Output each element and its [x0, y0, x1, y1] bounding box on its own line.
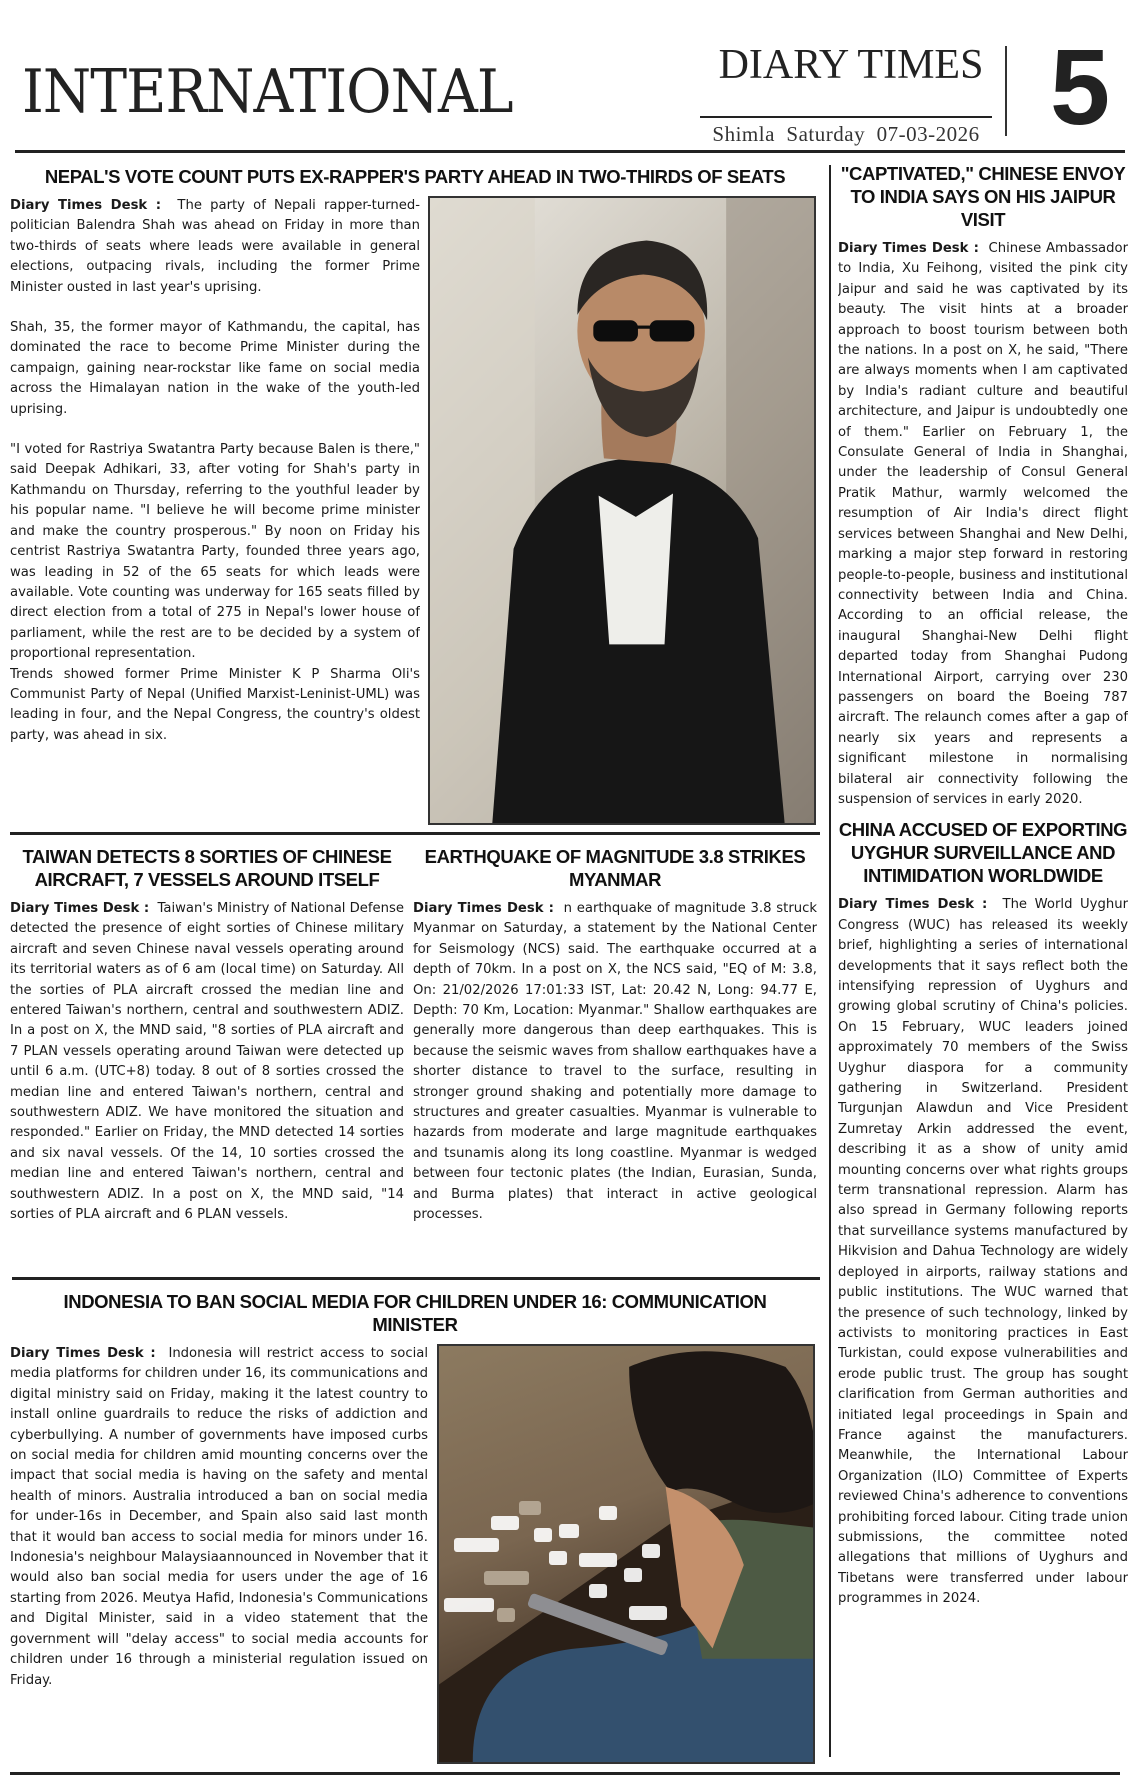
paragraph: The party of Nepali rapper-turned-politician Balendra Shah was ahead on Friday in more than two-thirds of seats where leads were available in general elections, outpacing rivals, including the former Prime Minister ousted in last year's uprising. — [10, 198, 420, 295]
article-indonesia-body — [10, 1344, 428, 1764]
dateline-date: 07-03-2026 — [876, 122, 980, 146]
right-column — [838, 162, 1128, 1758]
headline-taiwan: TAIWAN DETECTS 8 SORTIES OF CHINESE AIRCRAFT, 7 VESSELS AROUND ITSELF — [22, 846, 392, 890]
chat-bubble — [484, 1571, 529, 1585]
chat-bubble — [629, 1606, 667, 1620]
dateline-day: Saturday — [786, 122, 866, 146]
article-nepal-body — [10, 196, 420, 825]
byline: Diary Times Desk : — [838, 241, 979, 256]
byline: Diary Times Desk : — [10, 1346, 156, 1361]
section-title: INTERNATIONAL — [22, 57, 513, 127]
paragraph: "I voted for Rastriya Swatantra Party because Balen is there," said Deepak Adhikari, 33, after voting for Shah's party in Kathmandu on Thursday, referring to the youthful leader by his popular name. "I believe he will become prime minister and make the country prosperous." By noon on Friday his centrist Rastriya Swatantra Party, founded three years ago, was leading in 52 of the 65 seats for which leads were available. Vote counting was underway for 165 seats filled by direct election from a total of 275 in Nepal's lower house of parliament, while the rest are to be decided by a system of proportional representation. — [10, 442, 420, 662]
child-phone-image — [439, 1346, 813, 1762]
byline: Diary Times Desk : — [10, 198, 162, 213]
dateline — [700, 122, 992, 147]
article-nepal-content — [10, 196, 820, 825]
article-uyghur-body — [838, 895, 1128, 1758]
chat-bubble — [642, 1544, 660, 1558]
headline-indonesia: INDONESIA TO BAN SOCIAL MEDIA FOR CHILDREN UNDER 16: COMMUNICATION MINISTER — [63, 1291, 767, 1335]
article-indonesia — [10, 1290, 820, 1764]
headline-uyghur: CHINA ACCUSED OF EXPORTING UYGHUR SURVEILLANCE AND INTIMIDATION WORLDWIDE — [838, 819, 1128, 887]
byline: Diary Times Desk : — [10, 901, 150, 916]
article-earthquake — [413, 845, 817, 1270]
photo-balendra-shah — [428, 196, 816, 825]
paragraph: Indonesia will restrict access to social media platforms for children under 16, its communications and digital ministry said on Friday, making it the latest country to install online guardrails to reduce the risks of addiction and cyberbullying. A number of governments have imposed curbs on social media for children amid mounting concerns over the impact that social media is having on the safety and mental health of minors. Australia introduced a ban on social media for under-16s in December, and Spain also said last month that it would ban access to social media for minors under 16. Indonesia's neighbour Malaysiaannounced in November that it would also ban social media for users under the age of 16 starting from 2026. Meutya Hafid, Indonesia's Communications and Digital Minister, said in a video statement that the government will "delay access" to social media accounts for children under 16 through a ministerial regulation issued on Friday. — [10, 1346, 428, 1688]
page-number: 5 — [1049, 26, 1111, 147]
paragraph: Shah, 35, the former mayor of Kathmandu, the capital, has dominated the race to become Prime Minister during the campaign, gaining near-rockstar like fame on social media across the Himalayan nation in the wake of the youth-led uprising. — [10, 320, 420, 417]
chat-bubble — [534, 1528, 552, 1542]
masthead-vertical-divider — [1005, 46, 1007, 136]
paragraph: The World Uyghur Congress (WUC) has released its weekly brief, highlighting a series of international developments that it says reflect both the intensifying repression of Uyghurs and growing global scrutiny of China's policies. On 15 February, WUC leaders joined approximately 70 members of the Swiss Uyghur diaspora for a community gathering in Switzerland. President Turgunjan Alawdun and Vice President Zumretay Arkin addressed the event, describing it as a show of unity amid mounting concerns over what rights groups term transnational repression. Alarm has also spread in Germany following reports that surveillance systems manufactured by Hikvision and Dahua Technology are widely deployed in airports, railway stations and public institutions. The WUC warned that the presence of such technology, linked by activists to monitoring practices in East Turkistan, could expose vulnerabilities and erode public trust. The group has sought clarification from German authorities and initiated legal proceedings in Spain and France against the manufacturers. Meanwhile, the International Labour Organization (ILO) Committee of Experts reviewed China's adherence to conventions prohibiting forced labour. Citing trade union submissions, the committee noted allegations that millions of Uyghurs and Tibetans were transferred under labour programmes in 2024. — [838, 897, 1128, 1607]
article-indonesia-content — [10, 1344, 820, 1764]
chat-bubble — [559, 1524, 579, 1538]
dateline-city: Shimla — [712, 122, 775, 146]
photo-child-with-phone — [437, 1344, 815, 1764]
paragraph: Trends showed former Prime Minister K P Sharma Oli's Communist Party of Nepal (Unified Marxist-Leninist-UML) was leading in four, and the Nepal Congress, the country's oldest party, was ahead in six. — [10, 666, 420, 743]
article-chinese-envoy-body — [838, 239, 1128, 810]
chat-bubble — [599, 1506, 617, 1520]
section-rule — [10, 832, 820, 835]
masthead-divider — [700, 116, 992, 118]
article-nepal — [10, 165, 820, 825]
paragraph: Taiwan's Ministry of National Defense detected the presence of eight sorties of Chinese military aircraft and seven Chinese naval vessels operating around its territorial waters as of 6 am (local time) on Saturday. All the sorties of PLA aircraft crossed the median line and entered Taiwan's northern, central and southwestern ADIZ. In a post on X, the MND said, "8 sorties of PLA aircraft and 7 PLAN vessels operating around Taiwan were detected up until 6 a.m. (UTC+8) today. 8 out of 8 sorties crossed the median line and entered Taiwan's northern, central and southwestern ADIZ. We have monitored the situation and responded." Earlier on Friday, the MND detected 14 sorties and six naval vessels. Of the 14, 10 sorties crossed the median line and entered Taiwan's northern, central and southwestern ADIZ. In a post on X, the MND said, "14 sorties of PLA aircraft and 6 PLAN vessels. — [10, 901, 404, 1223]
paragraph: n earthquake of magnitude 3.8 struck Myanmar on Saturday, a statement by the National Center for Seismology (NCS) said. The earthquake occurred at a depth of 70km. In a post on X, the NCS said, "EQ of M: 3.8, On: 21/02/2026 17:01:33 IST, Lat: 20.42 N, Long: 94.77 E, Depth: 70 Km, Location: Myanmar." Shallow earthquakes are generally more dangerous than deep earthquakes. This is because the seismic waves from shallow earthquakes have a shorter distance to travel to the surface, resulting in stronger ground shaking and potentially more damage to structures and greater casualties. Myanmar is vulnerable to hazards from moderate and large magnitude earthquakes and tsunamis along its long coastline. Myanmar is wedged between four tectonic plates (the Indian, Eurasian, Sunda, and Burma plates) that interact in active geological processes. — [413, 901, 817, 1223]
byline: Diary Times Desk : — [413, 901, 554, 916]
headline-earthquake: EARTHQUAKE OF MAGNITUDE 3.8 STRIKES MYANMAR — [424, 846, 806, 890]
chat-bubble — [624, 1568, 642, 1582]
chat-bubble — [491, 1516, 519, 1530]
man-in-sunglasses-image — [430, 198, 814, 823]
article-earthquake-body — [413, 899, 817, 1270]
chat-bubble — [497, 1608, 515, 1622]
newspaper-name: DIARY TIMES — [718, 42, 984, 88]
paragraph: Chinese Ambassador to India, Xu Feihong, visited the pink city Jaipur and said he was captivated by its beauty. The visit hints at a broader approach to boost tourism between both the nations. In a post on X, he said, "There are always moments when I am captivated by India's radiant culture and beautiful architecture, and Jaipur is undoubtedly one of them." Earlier on February 1, the Consulate General of India in Shanghai, under the leadership of Consul General Pratik Mathur, warmly welcomed the resumption of Air India's direct flight services between Shanghai and New Delhi, marking a major step forward in restoring people-to-people, business and institutional connectivity between India and China. According to an official release, the inaugural Shanghai-New Delhi flight departed today from Shanghai Pudong International Airport, carrying over 230 passengers on board the Boeing 787 aircraft. The relaunch comes after a gap of nearly six years and represents a significant milestone in normalising bilateral air connectivity following the suspension of services in early 2020. — [838, 241, 1128, 807]
article-taiwan-body — [10, 899, 404, 1270]
article-taiwan — [10, 845, 404, 1270]
footer-rule — [10, 1772, 1120, 1775]
chat-bubble — [519, 1501, 541, 1515]
header-rule — [15, 150, 1125, 153]
chat-bubble — [444, 1598, 494, 1612]
chat-bubble — [589, 1584, 607, 1598]
column-divider — [829, 165, 831, 1757]
chat-bubble — [549, 1551, 567, 1565]
chat-bubble — [454, 1538, 499, 1552]
headline-nepal: NEPAL'S VOTE COUNT PUTS EX-RAPPER'S PARTY AHEAD IN TWO-THIRDS OF SEATS — [44, 166, 786, 187]
section-rule — [12, 1277, 820, 1280]
headline-chinese-envoy: "CAPTIVATED," CHINESE ENVOY TO INDIA SAYS ON HIS JAIPUR VISIT — [840, 163, 1126, 230]
byline: Diary Times Desk : — [838, 897, 988, 913]
chat-bubble — [579, 1553, 617, 1567]
